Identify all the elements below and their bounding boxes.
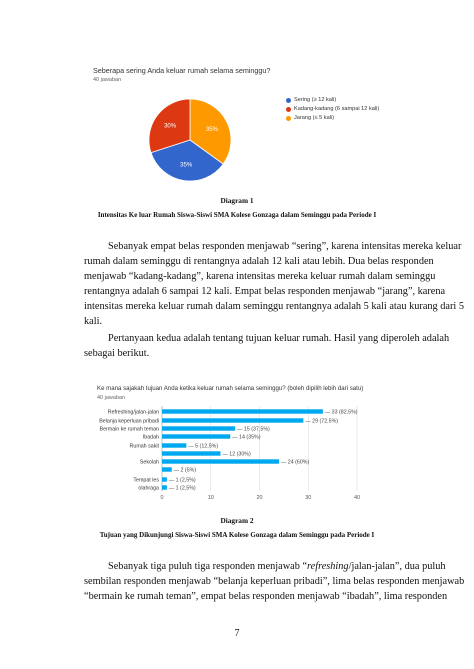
bar-value-label: — 2 (5%) <box>173 467 197 474</box>
category-label: Belanja keperluan pribadi <box>99 418 159 425</box>
bar <box>162 418 303 422</box>
legend-label-kadang: Kadang-kadang (6 sampai 12 kali) <box>294 106 380 112</box>
category-label: Refreshing/jalan-jalan <box>107 409 159 416</box>
legend-label-sering: Sering (≥ 12 kali) <box>294 97 337 103</box>
bar <box>162 477 167 481</box>
legend-item-sering <box>286 97 336 103</box>
bar <box>162 459 279 463</box>
paragraph-1-line: rumah dalam seminggu di rentangnya adalah 12 kali atau lebih. Dua belas responden <box>84 256 434 267</box>
paragraph-2 <box>84 331 450 361</box>
paragraph-3 <box>84 559 465 604</box>
paragraph-1-line: rentangnya adalah 6 sampai 12 kali. Empat belas responden menjawab “jarang”, karena <box>84 286 446 297</box>
legend-label-jarang: Jarang (≤ 5 kali) <box>294 115 335 121</box>
bar <box>162 485 167 489</box>
bar-value-label: — 12 (30%) <box>222 451 251 458</box>
paragraph-3-text: /jalan-jalan”, dua puluh <box>348 561 446 572</box>
diagram2-response-count: 40 jawaban <box>97 395 126 401</box>
paragraph-3-italic: refreshing <box>307 561 349 572</box>
paragraph-3-text: Sebanyak tiga puluh tiga responden menjawab “ <box>108 561 308 572</box>
diagram1-response-count: 40 jawaban <box>93 77 122 83</box>
slice-jarang-label: 35% <box>205 126 218 133</box>
category-label: Sekolah <box>139 459 159 466</box>
bar-value-label: — 1 (2,5%) <box>168 477 196 484</box>
paragraph-1-line: Sebanyak empat belas responden menjawab “sering”, karena intensitas mereka keluar <box>108 241 462 252</box>
x-tick-label: 10 <box>207 495 214 501</box>
bar-value-label: — 1 (2,5%) <box>168 485 196 492</box>
paragraph-1-line: kali. <box>84 316 103 327</box>
legend-item-kadang <box>286 106 379 112</box>
category-label: Rumah sakit <box>129 443 159 450</box>
category-label: Ibadah <box>142 434 159 441</box>
legend-item-jarang <box>286 115 334 121</box>
x-tick-label: 40 <box>353 495 361 501</box>
bar <box>162 443 186 447</box>
pie-chart <box>148 98 232 182</box>
category-label: olahraga <box>138 485 159 492</box>
bar-value-label: — 15 (37,5%) <box>237 426 270 433</box>
paragraph-1-line: intensitas mereka keluar rumah dalam seminggu rentangnya adalah 5 kali atau kurang dari 5 <box>84 301 464 312</box>
bar <box>162 409 323 413</box>
bar <box>162 426 235 430</box>
bar-value-label: — 33 (82,5%) <box>324 409 358 416</box>
bar-value-label: — 29 (72,5%) <box>305 418 339 425</box>
paragraph-2-line: sebagai berikut. <box>84 348 150 359</box>
category-label: Tempat les <box>133 477 159 484</box>
bar <box>162 451 221 455</box>
paragraph-1 <box>84 239 464 329</box>
legend-swatch-kadang <box>286 107 291 112</box>
diagram1-caption: Diagram 1 <box>220 196 254 205</box>
slice-kadang-label: 30% <box>164 123 177 130</box>
bar-value-label: — 5 (12,5%) <box>188 443 219 450</box>
bar-value-label: — 24 (60%) <box>281 459 310 466</box>
x-tick-label: 0 <box>160 495 164 501</box>
bar <box>162 467 172 471</box>
page-number: 7 <box>234 628 240 639</box>
legend-swatch-sering <box>286 98 291 103</box>
category-label: Bermain ke rumah teman <box>99 426 159 433</box>
x-tick-label: 20 <box>256 495 263 501</box>
paragraph-3-line <box>84 559 446 574</box>
bar <box>162 434 230 438</box>
paragraph-2-line: Pertanyaan kedua adalah tentang tujuan keluar rumah. Hasil yang diperoleh adalah <box>108 333 450 344</box>
diagram1-subcaption: Intensitas Ke luar Rumah Siswa-Siswi SMA Kolese Gonzaga dalam Seminggu pada Periode I <box>97 211 377 219</box>
diagram1-question: Seberapa sering Anda keluar rumah selama seminggu? <box>93 66 271 75</box>
slice-sering-label: 35% <box>180 162 193 169</box>
paragraph-3-line: sembilan responden menjawab “belanja keperluan pribadi”, lima belas responden menjawab <box>84 576 465 587</box>
legend-swatch-jarang <box>286 116 291 121</box>
paragraph-3-line: “bermain ke rumah teman”, empat belas responden menjawab “ibadah”, lima responden <box>84 591 448 602</box>
paragraph-1-line: menjawab “kadang-kadang”, karena intensitas mereka keluar rumah dalam seminggu <box>84 271 436 282</box>
x-tick-label: 30 <box>305 495 312 501</box>
bar-value-label: — 14 (35%) <box>232 434 261 441</box>
diagram2-subcaption: Tujuan yang Dikunjungi Siswa-Siswi SMA Kolese Gonzaga dalam Seminggu pada Periode I <box>99 531 375 539</box>
diagram2-question: Ke mana sajakah tujuan Anda ketika keluar rumah selama seminggu? (boleh dipilih lebih dari satu) <box>97 385 364 392</box>
diagram2-caption: Diagram 2 <box>220 516 254 525</box>
